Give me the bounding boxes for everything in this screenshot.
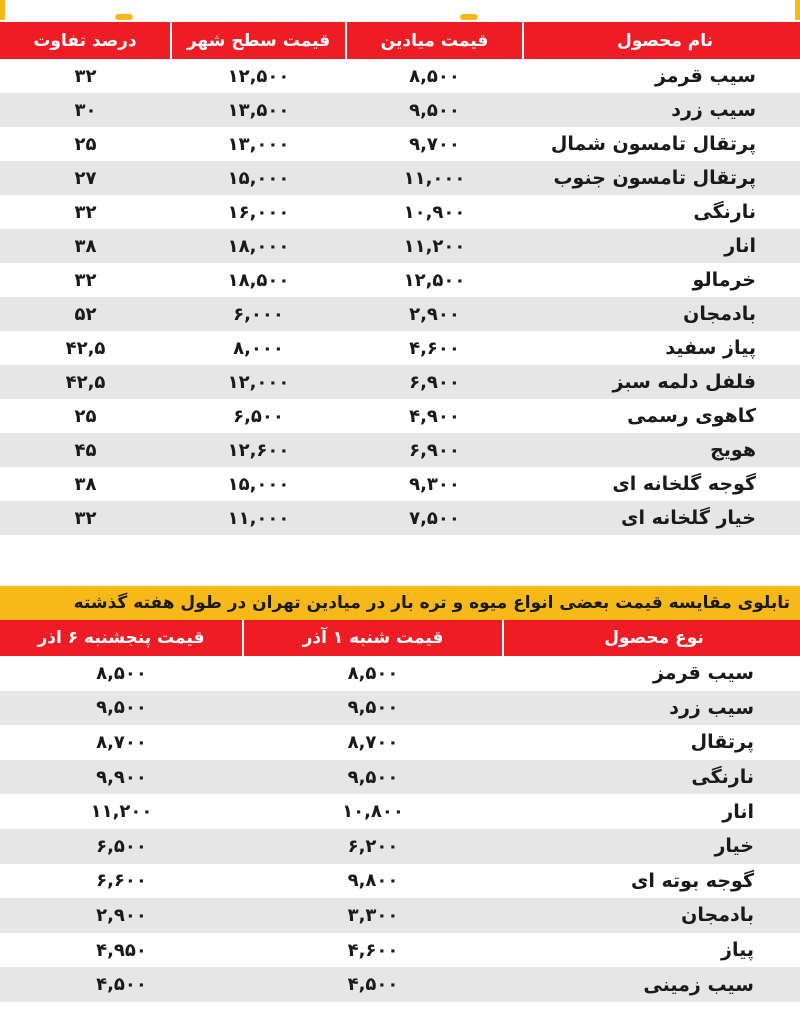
table-row bbox=[0, 967, 800, 1002]
percent-difference-cell: ۴۲,۵ bbox=[0, 365, 171, 399]
table-row bbox=[0, 760, 800, 795]
accent-dash bbox=[115, 14, 133, 20]
market-price-cell: ۹,۷۰۰ bbox=[346, 127, 523, 161]
table-row bbox=[0, 501, 800, 535]
table-row bbox=[0, 933, 800, 968]
thursday-price-cell: ۱۱,۲۰۰ bbox=[0, 794, 243, 829]
top-decoration bbox=[0, 0, 800, 22]
saturday-price-cell: ۹,۸۰۰ bbox=[243, 864, 503, 899]
column-header-percent-difference: درصد تفاوت bbox=[0, 22, 171, 59]
city-price-cell: ۱۵,۰۰۰ bbox=[171, 161, 346, 195]
thursday-price-cell: ۲,۹۰۰ bbox=[0, 898, 243, 933]
table-row bbox=[0, 93, 800, 127]
percent-difference-cell: ۵۲ bbox=[0, 297, 171, 331]
thursday-price-cell: ۹,۵۰۰ bbox=[0, 691, 243, 726]
market-price-cell: ۶,۹۰۰ bbox=[346, 365, 523, 399]
table-row bbox=[0, 399, 800, 433]
market-price-cell: ۱۰,۹۰۰ bbox=[346, 195, 523, 229]
city-price-cell: ۱۶,۰۰۰ bbox=[171, 195, 346, 229]
saturday-price-cell: ۶,۲۰۰ bbox=[243, 829, 503, 864]
column-header-city-price: قیمت سطح شهر bbox=[171, 22, 346, 59]
column-header-product: نام محصول bbox=[523, 22, 800, 59]
city-price-cell: ۱۲,۶۰۰ bbox=[171, 433, 346, 467]
table-row bbox=[0, 794, 800, 829]
product-name-cell: خیار گلخانه ای bbox=[523, 501, 800, 535]
city-price-cell: ۱۵,۰۰۰ bbox=[171, 467, 346, 501]
thursday-price-cell: ۴,۹۵۰ bbox=[0, 933, 243, 968]
percent-difference-cell: ۴۵ bbox=[0, 433, 171, 467]
accent-bar bbox=[795, 0, 800, 20]
product-name-cell: پیاز bbox=[503, 933, 800, 968]
table-row bbox=[0, 864, 800, 899]
city-price-cell: ۱۳,۵۰۰ bbox=[171, 93, 346, 127]
table-header-row bbox=[0, 22, 800, 59]
market-price-cell: ۹,۳۰۰ bbox=[346, 467, 523, 501]
saturday-price-cell: ۹,۵۰۰ bbox=[243, 760, 503, 795]
column-header-thursday-price: قیمت پنجشنبه ۶ اذر bbox=[0, 620, 243, 656]
table-body bbox=[0, 656, 800, 1002]
saturday-price-cell: ۴,۵۰۰ bbox=[243, 967, 503, 1002]
city-price-cell: ۱۲,۵۰۰ bbox=[171, 59, 346, 93]
product-name-cell: پیاز سفید bbox=[523, 331, 800, 365]
accent-dash bbox=[460, 14, 478, 20]
table-row bbox=[0, 161, 800, 195]
product-name-cell: گوجه گلخانه ای bbox=[523, 467, 800, 501]
product-name-cell: هویج bbox=[523, 433, 800, 467]
percent-difference-cell: ۴۲,۵ bbox=[0, 331, 171, 365]
table-row bbox=[0, 656, 800, 691]
thursday-price-cell: ۴,۵۰۰ bbox=[0, 967, 243, 1002]
market-price-cell: ۱۱,۰۰۰ bbox=[346, 161, 523, 195]
weekly-comparison-caption: تابلوی مقایسه قیمت بعضی انواع میوه و تره بار در میادین تهران در طول هفته گذشته bbox=[0, 586, 800, 620]
column-header-market-price: قیمت میادین bbox=[346, 22, 523, 59]
column-header-product-type: نوع محصول bbox=[503, 620, 800, 656]
product-name-cell: بادمجان bbox=[503, 898, 800, 933]
saturday-price-cell: ۱۰,۸۰۰ bbox=[243, 794, 503, 829]
percent-difference-cell: ۲۷ bbox=[0, 161, 171, 195]
table-row bbox=[0, 127, 800, 161]
saturday-price-cell: ۸,۵۰۰ bbox=[243, 656, 503, 691]
thursday-price-cell: ۶,۶۰۰ bbox=[0, 864, 243, 899]
product-name-cell: پرتقال bbox=[503, 725, 800, 760]
market-price-cell: ۴,۶۰۰ bbox=[346, 331, 523, 365]
product-name-cell: پرتقال تامسون شمال bbox=[523, 127, 800, 161]
product-name-cell: گوجه بوته ای bbox=[503, 864, 800, 899]
market-price-cell: ۱۱,۲۰۰ bbox=[346, 229, 523, 263]
product-name-cell: سیب زمینی bbox=[503, 967, 800, 1002]
thursday-price-cell: ۹,۹۰۰ bbox=[0, 760, 243, 795]
table-body bbox=[0, 59, 800, 535]
product-name-cell: سیب زرد bbox=[523, 93, 800, 127]
city-price-cell: ۱۸,۵۰۰ bbox=[171, 263, 346, 297]
percent-difference-cell: ۳۲ bbox=[0, 59, 171, 93]
accent-bar bbox=[0, 0, 5, 20]
city-price-cell: ۱۲,۰۰۰ bbox=[171, 365, 346, 399]
percent-difference-cell: ۳۲ bbox=[0, 501, 171, 535]
percent-difference-cell: ۳۰ bbox=[0, 93, 171, 127]
product-name-cell: خرمالو bbox=[523, 263, 800, 297]
product-name-cell: کاهوی رسمی bbox=[523, 399, 800, 433]
city-price-cell: ۶,۵۰۰ bbox=[171, 399, 346, 433]
table-row bbox=[0, 195, 800, 229]
product-name-cell: فلفل دلمه سبز bbox=[523, 365, 800, 399]
percent-difference-cell: ۲۵ bbox=[0, 399, 171, 433]
thursday-price-cell: ۸,۵۰۰ bbox=[0, 656, 243, 691]
saturday-price-cell: ۳,۳۰۰ bbox=[243, 898, 503, 933]
table-row bbox=[0, 433, 800, 467]
weekly-price-table bbox=[0, 620, 800, 1002]
table-row bbox=[0, 59, 800, 93]
thursday-price-cell: ۶,۵۰۰ bbox=[0, 829, 243, 864]
table-row bbox=[0, 829, 800, 864]
city-price-cell: ۱۳,۰۰۰ bbox=[171, 127, 346, 161]
column-header-saturday-price: قیمت شنبه ۱ آذر bbox=[243, 620, 503, 656]
city-price-cell: ۸,۰۰۰ bbox=[171, 331, 346, 365]
product-name-cell: سیب قرمز bbox=[503, 656, 800, 691]
saturday-price-cell: ۸,۷۰۰ bbox=[243, 725, 503, 760]
market-price-cell: ۶,۹۰۰ bbox=[346, 433, 523, 467]
city-price-cell: ۶,۰۰۰ bbox=[171, 297, 346, 331]
table-row bbox=[0, 725, 800, 760]
table-row bbox=[0, 898, 800, 933]
product-name-cell: سیب قرمز bbox=[523, 59, 800, 93]
table-row bbox=[0, 691, 800, 726]
percent-difference-cell: ۳۲ bbox=[0, 263, 171, 297]
table-row bbox=[0, 297, 800, 331]
percent-difference-cell: ۳۸ bbox=[0, 229, 171, 263]
price-difference-table bbox=[0, 22, 800, 535]
city-price-cell: ۱۸,۰۰۰ bbox=[171, 229, 346, 263]
city-price-cell: ۱۱,۰۰۰ bbox=[171, 501, 346, 535]
market-price-cell: ۹,۵۰۰ bbox=[346, 93, 523, 127]
product-name-cell: نارنگی bbox=[523, 195, 800, 229]
market-price-cell: ۸,۵۰۰ bbox=[346, 59, 523, 93]
product-name-cell: بادمجان bbox=[523, 297, 800, 331]
table-row bbox=[0, 263, 800, 297]
table-row bbox=[0, 365, 800, 399]
percent-difference-cell: ۳۸ bbox=[0, 467, 171, 501]
saturday-price-cell: ۴,۶۰۰ bbox=[243, 933, 503, 968]
table-row bbox=[0, 467, 800, 501]
product-name-cell: خیار bbox=[503, 829, 800, 864]
market-price-cell: ۲,۹۰۰ bbox=[346, 297, 523, 331]
product-name-cell: انار bbox=[523, 229, 800, 263]
table-row bbox=[0, 229, 800, 263]
product-name-cell: انار bbox=[503, 794, 800, 829]
percent-difference-cell: ۳۲ bbox=[0, 195, 171, 229]
saturday-price-cell: ۹,۵۰۰ bbox=[243, 691, 503, 726]
percent-difference-cell: ۲۵ bbox=[0, 127, 171, 161]
thursday-price-cell: ۸,۷۰۰ bbox=[0, 725, 243, 760]
product-name-cell: نارنگی bbox=[503, 760, 800, 795]
market-price-cell: ۷,۵۰۰ bbox=[346, 501, 523, 535]
market-price-cell: ۱۲,۵۰۰ bbox=[346, 263, 523, 297]
table-header-row bbox=[0, 620, 800, 656]
market-price-cell: ۴,۹۰۰ bbox=[346, 399, 523, 433]
product-name-cell: پرتقال تامسون جنوب bbox=[523, 161, 800, 195]
product-name-cell: سیب زرد bbox=[503, 691, 800, 726]
table-row bbox=[0, 331, 800, 365]
